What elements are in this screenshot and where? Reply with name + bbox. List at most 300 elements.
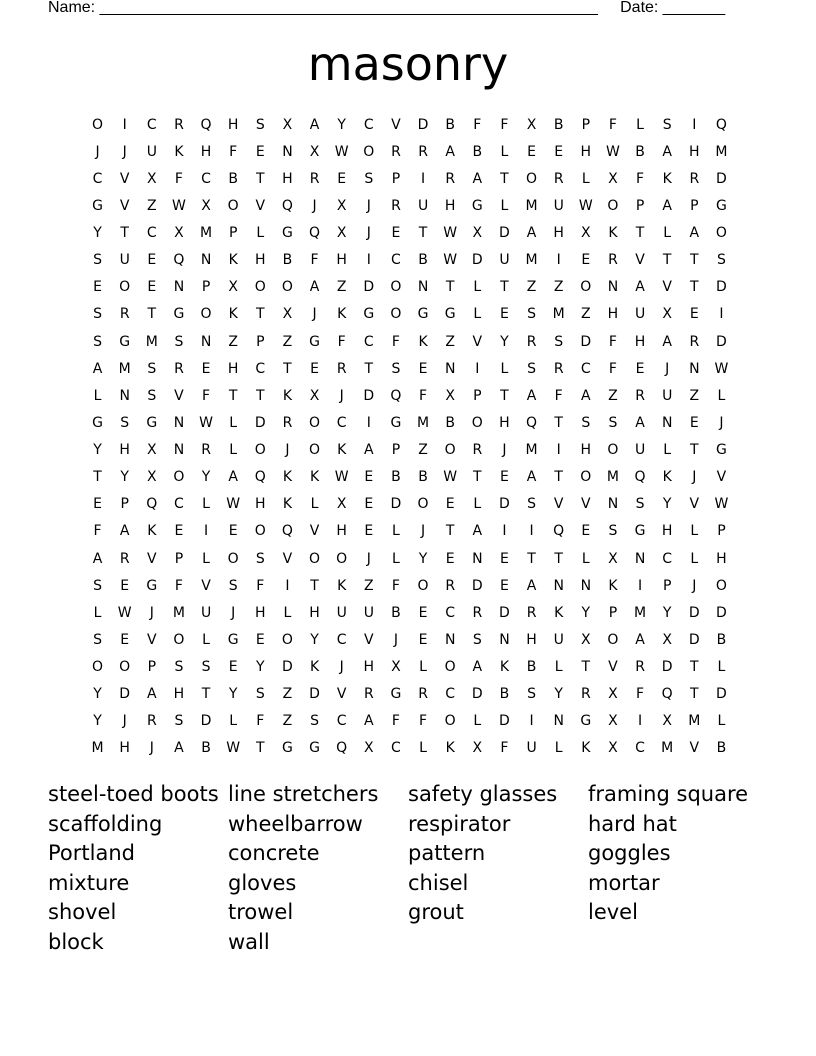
grid-letter: E (147, 252, 157, 269)
grid-letter: X (364, 740, 374, 757)
grid-letter: H (119, 442, 130, 459)
grid-letter: O (607, 197, 619, 214)
grid-letter: N (607, 496, 619, 513)
grid-letter: D (688, 631, 700, 648)
grid-letter: O (417, 496, 429, 513)
grid-letter: X (309, 143, 320, 160)
grid-row (84, 518, 735, 545)
grid-letter: J (149, 740, 154, 757)
grid-letter: G (634, 523, 646, 540)
grid-letter: V (309, 523, 320, 540)
grid-letter: T (690, 442, 699, 459)
grid-letter: A (364, 713, 374, 730)
grid-letter: J (285, 442, 290, 459)
grid-letter: K (581, 740, 591, 757)
grid-letter: D (716, 333, 727, 350)
grid-letter: E (500, 469, 509, 486)
grid-letter: U (662, 387, 673, 404)
grid-letter: B (391, 469, 401, 486)
grid-letter: Q (309, 225, 321, 242)
grid-letter: A (662, 143, 672, 160)
grid-letter: J (665, 360, 670, 377)
grid-letter: L (93, 604, 102, 621)
grid-letter: V (147, 550, 157, 567)
grid-letter: W (172, 197, 186, 214)
grid-letter: L (717, 387, 726, 404)
grid-letter: R (119, 306, 130, 323)
grid-letter: F (608, 360, 617, 377)
grid-letter: R (201, 442, 211, 459)
grid-letter: L (473, 306, 482, 323)
grid-letter: E (689, 414, 699, 431)
grid-letter: M (200, 225, 213, 242)
grid-letter: R (391, 197, 401, 214)
grid-letter: O (227, 197, 239, 214)
grid-letter: H (282, 170, 293, 187)
grid-letter: D (661, 659, 673, 676)
grid-letter: O (254, 279, 266, 296)
grid-letter: N (444, 631, 456, 648)
grid-letter: V (336, 686, 347, 703)
grid-letter: V (689, 740, 700, 757)
word-bank-item: wheelbarrow (228, 811, 363, 836)
grid-letter: V (472, 333, 483, 350)
grid-letter: D (200, 713, 212, 730)
grid-letter: S (147, 360, 157, 377)
grid-letter: Y (662, 496, 672, 513)
grid-letter: Q (173, 252, 185, 269)
grid-letter: Q (526, 414, 538, 431)
grid-letter: A (526, 469, 537, 486)
grid-letter: P (256, 333, 265, 350)
grid-letter: E (120, 577, 130, 594)
grid-letter: I (719, 306, 724, 323)
grid-letter: K (554, 604, 564, 621)
grid-letter: U (553, 197, 564, 214)
grid-letter: N (173, 414, 185, 431)
grid-letter: S (228, 577, 238, 594)
grid-letter: I (502, 523, 507, 540)
grid-row (84, 247, 735, 274)
grid-letter: E (147, 279, 157, 296)
word-bank-item: gloves (228, 870, 297, 895)
grid-letter: D (499, 225, 510, 242)
grid-letter: G (309, 333, 320, 350)
grid-letter: F (554, 387, 563, 404)
grid-letter: H (580, 143, 592, 160)
grid-letter: M (525, 442, 538, 459)
grid-letter: F (608, 333, 617, 350)
grid-letter: V (391, 116, 401, 133)
grid-letter: L (229, 414, 238, 431)
grid-letter: E (255, 631, 265, 648)
grid-letter: U (553, 631, 564, 648)
grid-letter: C (445, 686, 456, 703)
grid-letter: X (147, 469, 157, 486)
word-bank-item: respirator (408, 811, 511, 836)
grid-letter: C (662, 550, 673, 567)
grid-letter: N (553, 713, 564, 730)
grid-letter: J (719, 414, 724, 431)
grid-letter: I (529, 713, 534, 730)
grid-letter: T (554, 550, 563, 567)
grid-letter: O (281, 631, 293, 648)
grid-letter: E (418, 360, 428, 377)
grid-row (84, 328, 735, 355)
grid-letter: B (418, 252, 428, 269)
grid-row (84, 572, 735, 599)
grid-letter: F (473, 116, 482, 133)
grid-row (84, 626, 735, 653)
grid-letter: V (608, 659, 618, 676)
grid-letter: S (201, 659, 211, 676)
grid-letter: U (200, 604, 212, 621)
grid-row (84, 409, 735, 436)
grid-letter: H (227, 116, 239, 133)
grid-letter: H (499, 414, 510, 431)
grid-letter: C (146, 225, 157, 242)
grid-letter: L (690, 550, 699, 567)
grid-letter: H (227, 360, 239, 377)
grid-letter: L (690, 523, 699, 540)
grid-letter: G (227, 631, 239, 648)
grid-letter: U (417, 197, 429, 214)
grid-letter: H (255, 496, 266, 513)
grid-letter: L (310, 496, 319, 513)
grid-letter: I (475, 360, 480, 377)
grid-letter: Y (256, 659, 265, 676)
grid-letter: P (391, 442, 401, 459)
grid-letter: J (149, 604, 154, 621)
grid-letter: L (419, 740, 427, 757)
grid-letter: P (391, 170, 401, 187)
grid-letter: R (445, 577, 456, 594)
grid-letter: J (339, 659, 344, 676)
grid-letter: D (119, 686, 131, 703)
grid-letter: R (526, 333, 537, 350)
grid-letter: M (552, 306, 565, 323)
word-bank-item: block (48, 929, 104, 954)
grid-letter: L (392, 523, 400, 540)
grid-letter: G (146, 577, 158, 594)
grid-letter: S (93, 333, 102, 350)
grid-letter: X (526, 116, 537, 133)
grid-letter: T (256, 306, 265, 323)
grid-letter: L (229, 713, 238, 730)
grid-letter: A (92, 550, 103, 567)
grid-letter: X (174, 225, 184, 242)
grid-letter: E (174, 523, 184, 540)
grid-letter: X (147, 170, 157, 187)
grid-letter: A (92, 360, 103, 377)
grid-letter: S (472, 631, 482, 648)
grid-letter: C (635, 740, 645, 757)
grid-letter: P (635, 197, 645, 214)
grid-letter: D (363, 279, 375, 296)
grid-letter: Y (93, 442, 102, 459)
grid-letter: X (608, 550, 618, 567)
grid-letter: G (282, 225, 293, 242)
grid-letter: J (95, 143, 100, 160)
grid-letter: H (119, 740, 130, 757)
grid-letter: X (391, 659, 401, 676)
grid-letter: S (174, 713, 184, 730)
grid-letter: H (607, 306, 619, 323)
grid-letter: S (364, 170, 374, 187)
grid-letter: O (607, 631, 619, 648)
grid-letter: Z (689, 387, 700, 404)
grid-letter: E (391, 225, 401, 242)
grid-letter: Z (147, 197, 157, 214)
grid-letter: E (201, 360, 211, 377)
grid-letter: O (715, 225, 727, 242)
grid-letter: A (119, 523, 130, 540)
grid-letter: X (282, 116, 293, 133)
grid-letter: A (472, 659, 483, 676)
grid-letter: I (637, 713, 643, 730)
grid-letter: V (581, 496, 591, 513)
grid-row (84, 220, 735, 247)
grid-letter: X (336, 496, 347, 513)
grid-letter: T (201, 686, 211, 703)
grid-letter: C (445, 604, 456, 621)
grid-letter: X (581, 631, 591, 648)
grid-letter: A (472, 523, 483, 540)
grid-letter: U (146, 143, 157, 160)
grid-letter: U (499, 252, 510, 269)
grid-letter: G (309, 740, 320, 757)
grid-letter: H (689, 143, 700, 160)
grid-letter: K (228, 252, 238, 269)
grid-letter: M (715, 143, 728, 160)
grid-letter: V (689, 496, 700, 513)
grid-letter: Y (228, 686, 238, 703)
grid-letter: P (473, 387, 482, 404)
grid-letter: X (608, 686, 618, 703)
grid-letter: E (445, 496, 455, 513)
grid-letter: R (472, 604, 483, 621)
grid-row (84, 192, 735, 219)
grid-letter: R (391, 143, 401, 160)
grid-letter: R (418, 143, 428, 160)
grid-row (84, 708, 735, 735)
grid-row (84, 382, 735, 409)
word-bank-item: chisel (408, 870, 469, 895)
grid-letter: X (662, 306, 672, 323)
grid-letter: I (556, 442, 561, 459)
grid-letter: G (282, 740, 293, 757)
grid-letter: T (500, 387, 509, 404)
grid-letter: A (526, 577, 537, 594)
grid-letter: H (336, 252, 347, 269)
grid-letter: P (608, 604, 618, 621)
grid-letter: Q (661, 686, 673, 703)
grid-letter: P (662, 577, 672, 594)
grid-letter: R (418, 686, 428, 703)
grid-letter: S (174, 659, 184, 676)
grid-letter: N (282, 143, 293, 160)
grid-letter: P (174, 550, 184, 567)
grid-letter: I (203, 523, 209, 540)
grid-letter: V (119, 170, 130, 187)
grid-letter: T (662, 252, 672, 269)
grid-letter: L (392, 550, 400, 567)
word-bank-item: hard hat (588, 811, 677, 836)
grid-letter: Z (282, 686, 293, 703)
grid-letter: O (254, 523, 266, 540)
grid-letter: O (173, 631, 185, 648)
grid-letter: X (336, 197, 347, 214)
grid-letter: W (606, 143, 620, 160)
grid-letter: Q (390, 387, 402, 404)
grid-row (84, 599, 735, 626)
grid-letter: E (228, 659, 238, 676)
grid-letter: H (200, 143, 212, 160)
grid-letter: O (309, 414, 321, 431)
grid-letter: S (255, 686, 265, 703)
grid-letter: A (662, 333, 672, 350)
grid-letter: U (634, 306, 646, 323)
grid-letter: S (174, 333, 184, 350)
grid-letter: J (692, 577, 697, 594)
grid-letter: H (716, 550, 727, 567)
grid-letter: L (581, 550, 590, 567)
grid-row (84, 111, 735, 138)
grid-letter: Z (608, 387, 618, 404)
grid-letter: I (556, 252, 561, 269)
grid-letter: T (690, 279, 699, 296)
grid-letter: R (553, 360, 564, 377)
grid-letter: H (255, 604, 266, 621)
grid-letter: A (174, 740, 184, 757)
grid-letter: H (580, 442, 592, 459)
grid-letter: I (122, 116, 127, 133)
grid-letter: Z (336, 279, 347, 296)
grid-letter: B (445, 414, 455, 431)
grid-letter: U (526, 740, 537, 757)
grid-letter: K (337, 577, 347, 594)
grid-letter: D (716, 170, 727, 187)
grid-letter: V (119, 197, 130, 214)
grid-letter: N (173, 279, 185, 296)
grid-letter: S (93, 306, 102, 323)
grid-letter: W (443, 469, 458, 486)
grid-letter: X (608, 170, 618, 187)
grid-letter: V (553, 496, 564, 513)
grid-letter: D (499, 604, 510, 621)
grid-letter: N (119, 387, 130, 404)
grid-letter: L (717, 713, 726, 730)
grid-letter: T (310, 577, 319, 594)
grid-row (84, 545, 735, 572)
grid-letter: Z (526, 279, 537, 296)
grid-letter: C (391, 740, 401, 757)
grid-letter: O (227, 550, 239, 567)
grid-letter: G (417, 306, 429, 323)
grid-letter: O (119, 279, 131, 296)
grid-letter: F (256, 577, 265, 594)
grid-letter: F (419, 387, 428, 404)
grid-letter: K (147, 523, 157, 540)
grid-letter: J (366, 550, 371, 567)
grid-letter: Q (634, 469, 646, 486)
grid-letter: W (714, 360, 729, 377)
grid-letter: A (309, 116, 320, 133)
grid-letter: S (310, 713, 319, 730)
grid-letter: L (473, 713, 482, 730)
grid-letter: G (92, 197, 103, 214)
grid-letter: A (689, 225, 700, 242)
grid-letter: O (580, 279, 592, 296)
grid-letter: F (636, 686, 645, 703)
grid-letter: O (444, 659, 456, 676)
grid-letter: F (391, 333, 400, 350)
grid-letter: E (554, 143, 564, 160)
grid-letter: U (336, 604, 347, 621)
grid-letter: L (500, 197, 509, 214)
grid-letter: X (662, 631, 672, 648)
grid-letter: R (689, 333, 700, 350)
grid-letter: A (581, 387, 591, 404)
grid-letter: F (174, 170, 183, 187)
grid-letter: K (228, 306, 238, 323)
grid-letter: D (309, 686, 320, 703)
grid-letter: E (527, 143, 536, 160)
grid-letter: C (92, 170, 103, 187)
grid-letter: N (580, 577, 592, 594)
grid-letter: R (553, 170, 564, 187)
grid-letter: V (147, 631, 157, 648)
grid-letter: W (578, 197, 593, 214)
grid-letter: L (663, 225, 672, 242)
grid-letter: Y (120, 469, 129, 486)
grid-letter: Z (445, 333, 455, 350)
grid-letter: E (93, 279, 102, 296)
name-date-line: Name: ________________________________________________________ Date: _______ (48, 0, 726, 16)
grid-letter: R (309, 170, 320, 187)
grid-letter: U (119, 252, 130, 269)
grid-letter: G (146, 414, 158, 431)
grid-letter: I (366, 252, 371, 269)
word-bank-item: wall (228, 929, 270, 954)
grid-letter: T (527, 550, 536, 567)
grid-letter: Z (553, 279, 564, 296)
grid-letter: B (445, 116, 455, 133)
grid-letter: L (500, 360, 509, 377)
grid-row (84, 138, 735, 165)
grid-letter: E (418, 631, 428, 648)
grid-letter: R (363, 686, 374, 703)
grid-letter: K (309, 659, 320, 676)
letter-grid (84, 111, 735, 762)
grid-letter: K (309, 469, 320, 486)
grid-letter: A (147, 686, 157, 703)
grid-letter: G (92, 414, 103, 431)
grid-letter: K (282, 496, 293, 513)
grid-letter: I (637, 577, 643, 594)
grid-letter: M (525, 252, 538, 269)
grid-letter: D (688, 604, 700, 621)
grid-letter: Q (281, 523, 293, 540)
grid-letter: S (716, 252, 726, 269)
grid-letter: N (200, 252, 212, 269)
grid-letter: M (606, 469, 619, 486)
grid-letter: S (608, 414, 618, 431)
grid-letter: O (363, 143, 375, 160)
grid-letter: H (444, 197, 456, 214)
grid-letter: X (472, 225, 483, 242)
grid-row (84, 681, 735, 708)
